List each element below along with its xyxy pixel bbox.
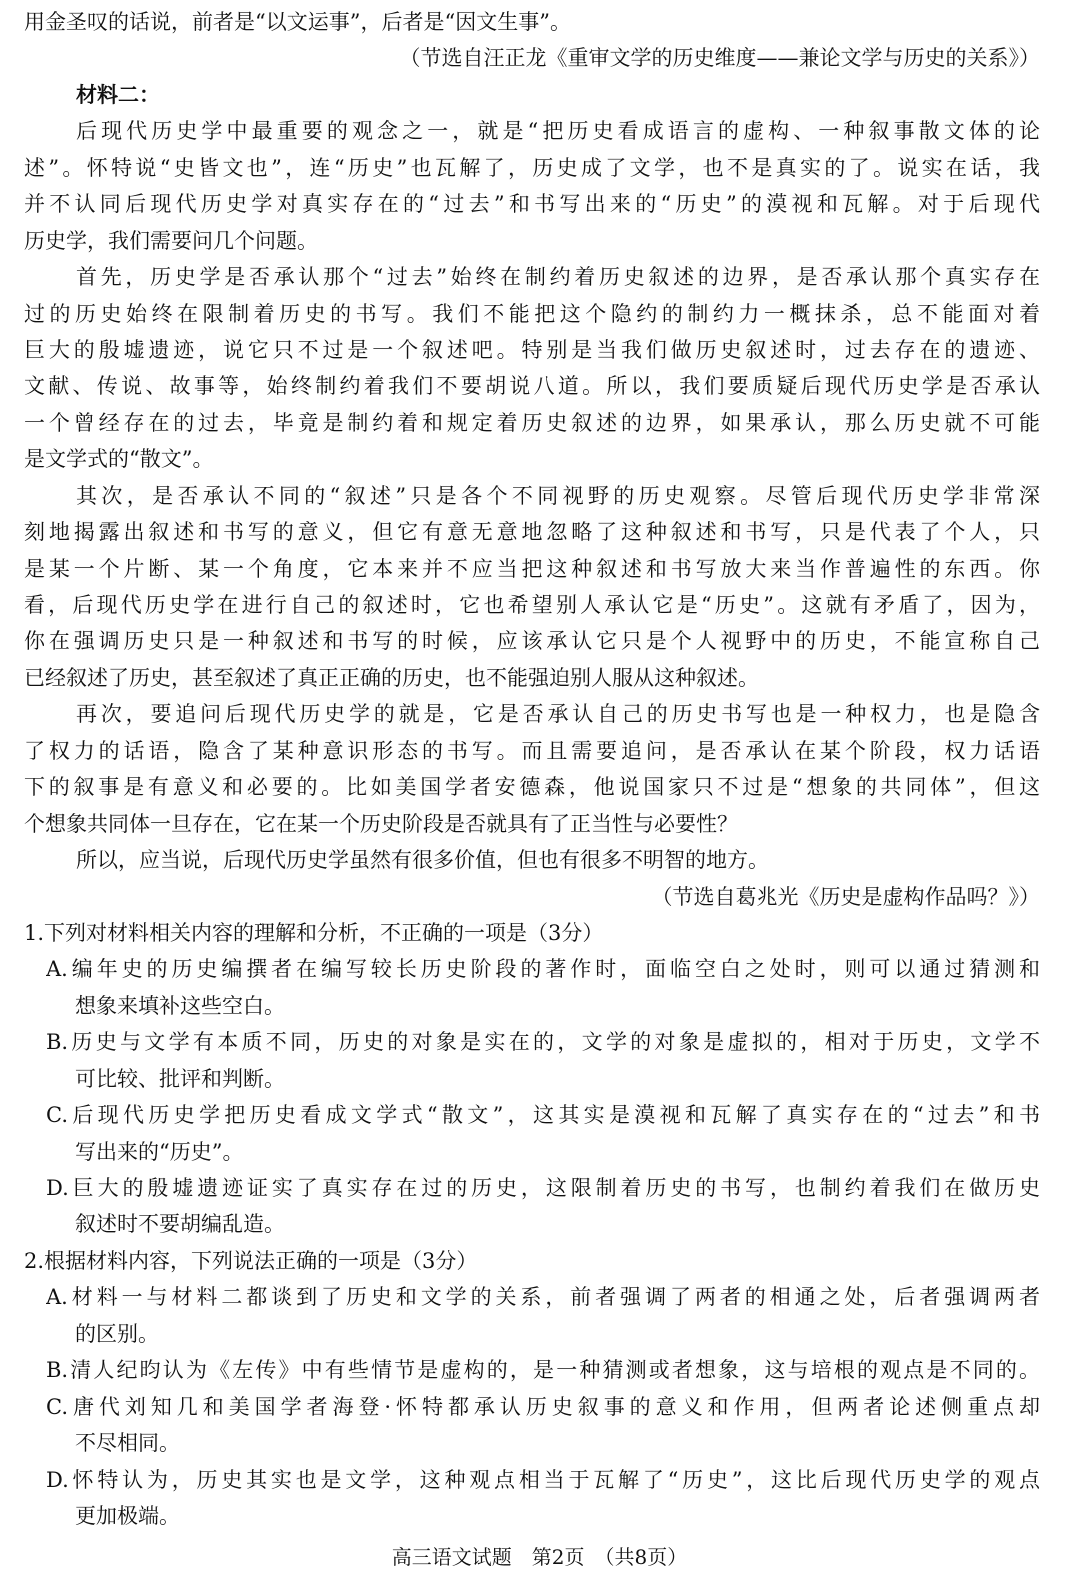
- page-footer: 高三语文试题 第2页 （共8页）: [391, 1545, 688, 1569]
- paragraph-line: 你在强调历史只是一种叙述和书写的时候，应该承认它只是个人视野中的历史，不能宣称自己: [24, 629, 1040, 654]
- answer-option-line: A.材料一与材料二都谈到了历史和文学的关系，前者强调了两者的相通之处，后者强调两者: [46, 1285, 1040, 1310]
- answer-option-line: 写出来的“历史”。: [75, 1139, 244, 1164]
- paragraph-line: 后现代历史学中最重要的观念之一，就是“把历史看成语言的虚构、一种叙事散文体的论: [76, 119, 1040, 144]
- paragraph-line: 文献、传说、故事等，始终制约着我们不要胡说八道。所以，我们要质疑后现代历史学是否承认: [24, 374, 1040, 399]
- answer-option-line: 想象来填补这些空白。: [75, 993, 285, 1018]
- answer-option-line: C.唐代刘知几和美国学者海登·怀特都承认历史叙事的意义和作用，但两者论述侧重点却: [46, 1394, 1040, 1419]
- question-stem: 2.根据材料内容，下列说法正确的一项是（3分）: [24, 1248, 478, 1273]
- paragraph-line: 所以，应当说，后现代历史学虽然有很多价值，但也有很多不明智的地方。: [76, 848, 769, 873]
- source-citation: （节选自汪正龙《重审文学的历史维度——兼论文学与历史的关系》）: [399, 46, 1040, 71]
- paragraph-line: 过的历史始终在限制着历史的书写。我们不能把这个隐约的制约力一概抹杀，总不能面对着: [24, 301, 1040, 326]
- answer-option-line: 可比较、批评和判断。: [75, 1066, 285, 1091]
- answer-option-line: B.历史与文学有本质不同，历史的对象是实在的，文学的对象是虚拟的，相对于历史，文学不: [46, 1030, 1040, 1055]
- answer-option-line: D.巨大的殷墟遗迹证实了真实存在过的历史，这限制着历史的书写，也制约着我们在做历史: [46, 1176, 1040, 1200]
- paragraph-line: 再次，要追问后现代历史学的就是，它是否承认自己的历史书写也是一种权力，也是隐含: [76, 702, 1040, 727]
- paragraph-line: 历史学，我们需要问几个问题。: [24, 228, 318, 253]
- answer-option-line: B.清人纪昀认为《左传》中有些情节是虚构的，是一种猜测或者想象，这与培根的观点是不同的。: [46, 1358, 1040, 1383]
- paragraph-line: 述”。怀特说“史皆文也”，连“历史”也瓦解了，历史成了文学，也不是真实的了。说实在话，我: [24, 155, 1040, 180]
- section-heading: 材料二：: [76, 81, 160, 107]
- source-citation: （节选自葛兆光《历史是虚构作品吗？》）: [651, 884, 1040, 909]
- paragraph-line: 并不认同后现代历史学对真实存在的“过去”和书写出来的“历史”的漠视和瓦解。对于后现代: [24, 192, 1040, 217]
- answer-option-line: 不尽相同。: [75, 1431, 180, 1456]
- paragraph-line: 看，后现代历史学在进行自己的叙述时，它也希望别人承认它是“历史”。这就有矛盾了，因为，: [24, 593, 1040, 617]
- paragraph-line: 是某一个片断、某一个角度，它本来并不应当把这种叙述和书写放大来当作普遍性的东西。你: [24, 556, 1040, 581]
- paragraph-line: 已经叙述了历史，甚至叙述了真正正确的历史，也不能强迫别人服从这种叙述。: [24, 665, 759, 690]
- paragraph-line: 了权力的话语，隐含了某种意识形态的书写。而且需要追问，是否承认在某个阶段，权力话语: [24, 738, 1040, 763]
- answer-option-line: 更加极端。: [75, 1503, 180, 1528]
- paragraph-line: 刻地揭露出叙述和书写的意义，但它有意无意地忽略了这种叙述和书写，只是代表了个人，只: [24, 520, 1040, 545]
- paragraph-line: 一个曾经存在的过去，毕竟是制约着和规定着历史叙述的边界，如果承认，那么历史就不可能: [24, 410, 1040, 435]
- paragraph-line: 其次，是否承认不同的“叙述”只是各个不同视野的历史观察。尽管后现代历史学非常深: [76, 483, 1040, 508]
- answer-option-line: C.后现代历史学把历史看成文学式“散文”，这其实是漠视和瓦解了真实存在的“过去”和书: [46, 1103, 1040, 1128]
- answer-option-line: A.编年史的历史编撰者在编写较长历史阶段的著作时，面临空白之处时，则可以通过猜测和: [46, 957, 1040, 982]
- paragraph-line: 个想象共同体一旦存在，它在某一个历史阶段是否就具有了正当性与必要性？: [24, 811, 738, 836]
- paragraph-line: 是文学式的“散文”。: [24, 447, 214, 472]
- answer-option-line: 叙述时不要胡编乱造。: [75, 1212, 285, 1237]
- paragraph-line: 下的叙事是有意义和必要的。比如美国学者安德森，他说国家只不过是“想象的共同体”，但这: [24, 775, 1040, 800]
- text-line: 用金圣叹的话说，前者是“以文运事”，后者是“因文生事”。: [24, 10, 571, 34]
- answer-option-line: 的区别。: [75, 1321, 159, 1346]
- answer-option-line: D.怀特认为，历史其实也是文学，这种观点相当于瓦解了“历史”，这比后现代历史学的观点: [46, 1467, 1040, 1492]
- paragraph-line: 首先，历史学是否承认那个“过去”始终在制约着历史叙述的边界，是否承认那个真实存在: [76, 265, 1040, 290]
- question-stem: 1.下列对材料相关内容的理解和分析，不正确的一项是（3分）: [24, 920, 604, 945]
- paragraph-line: 巨大的殷墟遗迹，说它只不过是一个叙述吧。特别是当我们做历史叙述时，过去存在的遗迹、: [24, 337, 1040, 362]
- exam-page: [0, 4, 1079, 1534]
